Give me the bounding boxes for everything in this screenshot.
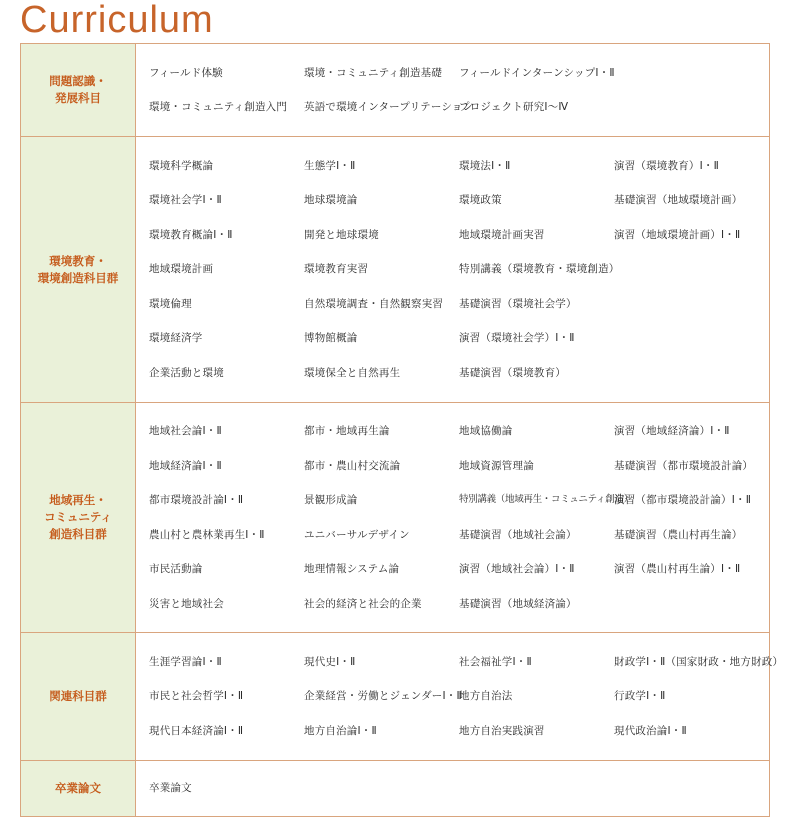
course-item: 基礎演習（環境教育） — [459, 366, 566, 379]
category-label: 卒業論文 — [55, 781, 101, 795]
category-label: 環境教育・ 環境創造科目群 — [37, 253, 119, 285]
course-item: 環境経済学 — [149, 332, 203, 345]
course-item: 社会的経済と社会的企業 — [304, 597, 422, 610]
course-item: 特別講義（地域再生・コミュニティ創造） — [459, 494, 633, 505]
course-item: 演習（農山村再生論）Ⅰ・Ⅱ — [614, 563, 741, 575]
course-item: 災害と地域社会 — [149, 597, 224, 610]
category-cell — [21, 137, 136, 402]
course-item: 英語で環境インタープリテーション — [304, 101, 474, 113]
course-item: 市民と社会哲学Ⅰ・Ⅱ — [149, 690, 244, 703]
course-item: 地域協働論 — [459, 425, 513, 437]
course-item — [459, 771, 614, 806]
course-item: 演習（環境社会学）Ⅰ・Ⅱ — [459, 332, 575, 345]
curriculum-section — [21, 632, 784, 760]
course-item: 地球環境論 — [304, 194, 358, 207]
course-item: プロジェクト研究Ⅰ～Ⅳ — [459, 101, 569, 113]
course-item: 地域経済論Ⅰ・Ⅱ — [149, 459, 222, 472]
course-item: 地域環境計画 — [149, 263, 214, 276]
course-grid — [136, 44, 769, 136]
course-item: 環境法Ⅰ・Ⅱ — [459, 159, 511, 172]
course-item: 現代史Ⅰ・Ⅱ — [304, 655, 356, 668]
course-item: 基礎演習（地域社会論） — [459, 528, 577, 541]
course-item: 演習（都市環境設計論）Ⅰ・Ⅱ — [614, 494, 752, 506]
course-item: 自然環境調査・自然観察実習 — [304, 297, 444, 310]
category-cell — [21, 633, 136, 760]
course-grid — [136, 761, 769, 816]
course-item: 地域社会論Ⅰ・Ⅱ — [149, 425, 222, 437]
category-label: 関連科目群 — [49, 689, 107, 703]
curriculum-section — [21, 402, 769, 632]
course-item: 開発と地球環境 — [304, 228, 379, 241]
course-item: 現代日本経済論Ⅰ・Ⅱ — [149, 724, 244, 737]
course-item: 企業経営・労働とジェンダーⅠ・Ⅱ — [304, 690, 462, 703]
course-item: 市民活動論 — [149, 563, 203, 575]
course-item: フィールドインターンシップⅠ・Ⅱ — [459, 66, 615, 79]
course-item: 博物館概論 — [304, 332, 358, 345]
course-item: 特別講義（環境教育・環境創造） — [459, 263, 620, 276]
course-item: 環境保全と自然再生 — [304, 366, 401, 379]
course-item: 環境教育概論Ⅰ・Ⅱ — [149, 228, 233, 241]
course-item — [614, 56, 769, 91]
curriculum-section — [21, 44, 769, 136]
course-item — [614, 587, 769, 622]
course-item: 基礎演習（環境社会学） — [459, 297, 577, 310]
course-item: フィールド体験 — [149, 66, 223, 79]
course-item: 生涯学習論Ⅰ・Ⅱ — [149, 655, 222, 668]
course-item — [614, 287, 769, 322]
course-grid — [136, 137, 769, 402]
course-item: 社会福祉学Ⅰ・Ⅱ — [459, 655, 532, 668]
curriculum-section — [21, 760, 769, 816]
category-label: 地域再生・ コミュニティ 創造科目群 — [44, 493, 112, 541]
course-item: 景観形成論 — [304, 494, 358, 506]
course-item: 演習（環境教育）Ⅰ・Ⅱ — [614, 159, 719, 172]
course-item: 都市・地域再生論 — [304, 425, 390, 437]
course-item: 環境教育実習 — [304, 263, 369, 276]
course-item — [304, 771, 459, 806]
course-item: 基礎演習（都市環境設計論） — [614, 459, 754, 472]
page-title: Curriculum — [20, 0, 214, 41]
category-label: 問題認識・ 発展科目 — [49, 74, 107, 105]
category-cell — [21, 44, 136, 136]
course-item: 農山村と農林業再生Ⅰ・Ⅱ — [149, 528, 265, 541]
course-item: 環境・コミュニティ創造基礎 — [304, 66, 443, 79]
course-item: 都市・農山村交流論 — [304, 459, 401, 472]
course-item: 基礎演習（農山村再生論） — [614, 528, 743, 541]
course-item: 環境・コミュニティ創造入門 — [149, 101, 288, 113]
course-item: 地方自治法 — [459, 690, 513, 703]
course-item — [614, 90, 769, 125]
course-item: 行政学Ⅰ・Ⅱ — [614, 690, 666, 703]
course-item: 演習（地域社会論）Ⅰ・Ⅱ — [459, 563, 575, 575]
curriculum-table — [20, 43, 784, 817]
course-grid — [136, 403, 769, 632]
course-item: 演習（地域環境計画）Ⅰ・Ⅱ — [614, 228, 741, 241]
course-item: 地域資源管理論 — [459, 459, 534, 472]
course-item — [614, 252, 769, 287]
category-cell — [21, 403, 136, 632]
course-item: 環境倫理 — [149, 297, 192, 310]
course-item: 地方自治実践演習 — [459, 724, 545, 737]
course-item: 環境科学概論 — [149, 159, 214, 172]
course-item: 環境社会学Ⅰ・Ⅱ — [149, 194, 222, 207]
course-item: 地理情報システム論 — [304, 563, 400, 575]
course-item: 環境政策 — [459, 194, 502, 207]
course-item — [614, 771, 769, 806]
course-item: 生態学Ⅰ・Ⅱ — [304, 159, 356, 172]
course-item: 都市環境設計論Ⅰ・Ⅱ — [149, 494, 244, 506]
course-item: 現代政治論Ⅰ・Ⅱ — [614, 724, 687, 737]
course-item — [614, 356, 769, 391]
course-item: 地方自治論Ⅰ・Ⅱ — [304, 724, 377, 737]
course-item: 財政学Ⅰ・Ⅱ（国家財政・地方財政） — [614, 655, 784, 668]
course-item — [614, 321, 769, 356]
course-item: ユニバーサルデザイン — [304, 528, 410, 541]
course-item: 卒業論文 — [149, 782, 192, 795]
course-grid — [136, 633, 784, 760]
course-item: 基礎演習（地域環境計画） — [614, 194, 743, 207]
course-item: 演習（地域経済論）Ⅰ・Ⅱ — [614, 425, 730, 437]
course-item: 地域環境計画実習 — [459, 228, 545, 241]
category-cell — [21, 761, 136, 816]
course-item: 基礎演習（地域経済論） — [459, 597, 577, 610]
curriculum-section — [21, 136, 769, 402]
course-item: 企業活動と環境 — [149, 366, 224, 379]
